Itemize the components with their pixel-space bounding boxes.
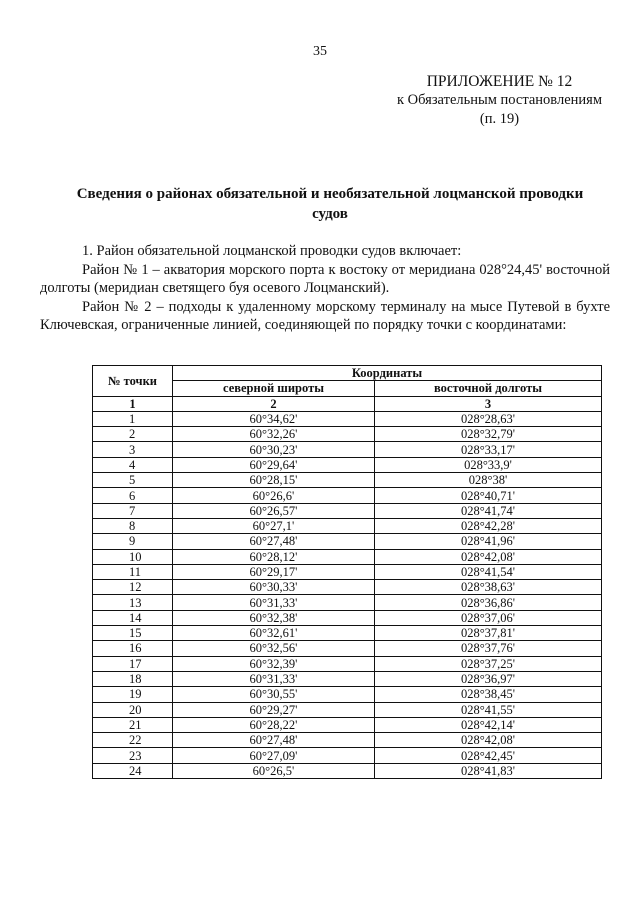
latitude-cell: 60°29,27' xyxy=(173,702,375,717)
longitude-cell: 028°42,08' xyxy=(375,733,602,748)
latitude-cell: 60°32,56' xyxy=(173,641,375,656)
latitude-cell: 60°34,62' xyxy=(173,411,375,426)
longitude-cell: 028°42,45' xyxy=(375,748,602,763)
header-column-number-1: 1 xyxy=(93,396,173,411)
table-row xyxy=(93,488,602,503)
table-row xyxy=(93,564,602,579)
latitude-cell: 60°26,6' xyxy=(173,488,375,503)
table-row xyxy=(93,763,602,778)
longitude-cell: 028°41,96' xyxy=(375,534,602,549)
latitude-cell: 60°27,09' xyxy=(173,748,375,763)
longitude-cell: 028°42,08' xyxy=(375,549,602,564)
appendix-header xyxy=(397,72,602,129)
point-number-cell: 10 xyxy=(93,549,173,564)
table-row xyxy=(93,427,602,442)
latitude-cell: 60°29,17' xyxy=(173,564,375,579)
point-number-cell: 4 xyxy=(93,457,173,472)
point-number-cell: 24 xyxy=(93,763,173,778)
table-row xyxy=(93,457,602,472)
point-number-cell: 17 xyxy=(93,656,173,671)
latitude-cell: 60°30,23' xyxy=(173,442,375,457)
header-latitude: северной широты xyxy=(173,381,375,396)
coordinates-table xyxy=(92,365,602,779)
longitude-cell: 028°41,54' xyxy=(375,564,602,579)
longitude-cell: 028°41,55' xyxy=(375,702,602,717)
table-row xyxy=(93,595,602,610)
table-row xyxy=(93,733,602,748)
longitude-cell: 028°38,45' xyxy=(375,687,602,702)
latitude-cell: 60°28,12' xyxy=(173,549,375,564)
longitude-cell: 028°41,74' xyxy=(375,503,602,518)
point-number-cell: 23 xyxy=(93,748,173,763)
appendix-subtitle: к Обязательным постановлениям xyxy=(397,92,602,108)
longitude-cell: 028°28,63' xyxy=(375,411,602,426)
table-row xyxy=(93,518,602,533)
table-row xyxy=(93,717,602,732)
point-number-cell: 19 xyxy=(93,687,173,702)
latitude-cell: 60°30,55' xyxy=(173,687,375,702)
document-title: Сведения о районах обязательной и необязательной лоцманской проводки судов xyxy=(76,186,584,222)
paragraph-area-1: Район № 1 – акватория морского порта к востоку от меридиана 028°24,45' восточной долготы (меридиан светящего буя осевого Лоцманский). xyxy=(40,261,610,296)
table-row xyxy=(93,549,602,564)
point-number-cell: 8 xyxy=(93,518,173,533)
point-number-cell: 5 xyxy=(93,473,173,488)
latitude-cell: 60°29,64' xyxy=(173,457,375,472)
point-number-cell: 1 xyxy=(93,411,173,426)
latitude-cell: 60°28,15' xyxy=(173,473,375,488)
longitude-cell: 028°36,86' xyxy=(375,595,602,610)
longitude-cell: 028°40,71' xyxy=(375,488,602,503)
point-number-cell: 16 xyxy=(93,641,173,656)
longitude-cell: 028°37,81' xyxy=(375,626,602,641)
paragraph-area-2: Район № 2 – подходы к удаленному морскому терминалу на мысе Путевой в бухте Ключевская, ограниченные линией, соединяющей по порядку точки с координатами: xyxy=(40,298,610,333)
point-number-cell: 14 xyxy=(93,610,173,625)
latitude-cell: 60°30,33' xyxy=(173,580,375,595)
page-number: 35 xyxy=(313,44,327,59)
longitude-cell: 028°41,83' xyxy=(375,763,602,778)
longitude-cell: 028°37,76' xyxy=(375,641,602,656)
table-row xyxy=(93,687,602,702)
point-number-cell: 11 xyxy=(93,564,173,579)
header-column-number-2: 2 xyxy=(173,396,375,411)
latitude-cell: 60°27,48' xyxy=(173,733,375,748)
longitude-cell: 028°37,25' xyxy=(375,656,602,671)
table-row xyxy=(93,534,602,549)
point-number-cell: 22 xyxy=(93,733,173,748)
table-row xyxy=(93,580,602,595)
table-row xyxy=(93,503,602,518)
latitude-cell: 60°32,38' xyxy=(173,610,375,625)
table-row xyxy=(93,656,602,671)
header-longitude: восточной долготы xyxy=(375,381,602,396)
point-number-cell: 15 xyxy=(93,626,173,641)
longitude-cell: 028°32,79' xyxy=(375,427,602,442)
longitude-cell: 028°33,17' xyxy=(375,442,602,457)
paragraph-intro: 1. Район обязательной лоцманской проводки судов включает: xyxy=(82,243,462,259)
point-number-cell: 12 xyxy=(93,580,173,595)
table-row xyxy=(93,411,602,426)
longitude-cell: 028°42,28' xyxy=(375,518,602,533)
appendix-title: ПРИЛОЖЕНИЕ № 12 xyxy=(426,73,573,90)
header-column-number-3: 3 xyxy=(375,396,602,411)
table-row xyxy=(93,626,602,641)
longitude-cell: 028°42,14' xyxy=(375,717,602,732)
point-number-cell: 6 xyxy=(93,488,173,503)
latitude-cell: 60°31,33' xyxy=(173,671,375,686)
longitude-cell: 028°36,97' xyxy=(375,671,602,686)
point-number-cell: 9 xyxy=(93,534,173,549)
table-row xyxy=(93,610,602,625)
latitude-cell: 60°28,22' xyxy=(173,717,375,732)
point-number-cell: 20 xyxy=(93,702,173,717)
latitude-cell: 60°31,33' xyxy=(173,595,375,610)
table-row xyxy=(93,748,602,763)
latitude-cell: 60°32,39' xyxy=(173,656,375,671)
latitude-cell: 60°26,57' xyxy=(173,503,375,518)
latitude-cell: 60°32,61' xyxy=(173,626,375,641)
latitude-cell: 60°27,48' xyxy=(173,534,375,549)
longitude-cell: 028°38,63' xyxy=(375,580,602,595)
body-text xyxy=(40,242,610,335)
table-row xyxy=(93,442,602,457)
point-number-cell: 13 xyxy=(93,595,173,610)
table-row xyxy=(93,473,602,488)
table-row xyxy=(93,641,602,656)
header-coordinates: Координаты xyxy=(173,366,602,381)
point-number-cell: 18 xyxy=(93,671,173,686)
latitude-cell: 60°32,26' xyxy=(173,427,375,442)
header-point-number: № точки xyxy=(93,366,173,397)
point-number-cell: 7 xyxy=(93,503,173,518)
longitude-cell: 028°33,9' xyxy=(375,457,602,472)
point-number-cell: 2 xyxy=(93,427,173,442)
point-number-cell: 21 xyxy=(93,717,173,732)
latitude-cell: 60°26,5' xyxy=(173,763,375,778)
point-number-cell: 3 xyxy=(93,442,173,457)
latitude-cell: 60°27,1' xyxy=(173,518,375,533)
table-row xyxy=(93,671,602,686)
table-row xyxy=(93,702,602,717)
appendix-reference: (п. 19) xyxy=(479,111,520,127)
longitude-cell: 028°37,06' xyxy=(375,610,602,625)
longitude-cell: 028°38' xyxy=(375,473,602,488)
